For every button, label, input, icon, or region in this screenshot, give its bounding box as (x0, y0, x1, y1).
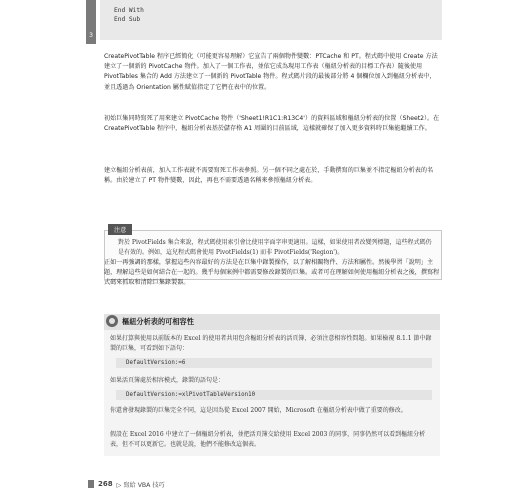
note-body: 對於 PivotFields 集合來說，程式碼使用索引會比使用字面字串更適用。這樣，如果使用者改變列標題，這些程式碼仍是有效的。例如，這兒程式碼會使用 PivotFields(1) 而非 PivotFields('Region')。 (118, 239, 432, 256)
footer-bar (88, 480, 94, 488)
book-title: ▷ 寫給 VBA 技巧 (116, 481, 165, 489)
info-icon (106, 315, 118, 327)
chapter-tab (86, 0, 96, 44)
tip-text-4: 假設在 Excel 2016 中建立了一個樞紐分析表，並把活頁簿交給使用 Excel 2003 的同事，同事仍然可以看到樞紐分析表，但不可以更新它。也就是說，他們不能修改這個表。 (110, 431, 426, 448)
tip-text-2: 如果活頁簿處於相容模式，錄製的語句是： (110, 377, 225, 384)
paragraph-3: 建立樞紐分析表前，加入工作表就不需要寫死工作表參照。另一個不同之處在於，手動撰寫的巨集並不指定樞紐分析表的名稱。由於建立了 PT 物件變數，因此，再也不需要透過名稱來參照樞紐分析表。 (104, 167, 434, 185)
code-lines (114, 6, 442, 24)
chapter-number: 3 (89, 32, 93, 39)
paragraph-1: CreatePivotTable 程序已經簡化（可能更容易理解）它宣告了兩個物件變數：PTCache 和 PT。程式碼中使用 Create 方法建立了一個新的 PivotCache 物件。加入了一個工作表，並依它成為現用工作表（樞紐分析表的目標工作表）隨後使用 PivotTables 集合的 Add 方法建立了一個新的 PivotTable 物件。程式碼片段的最後部分將 4 個欄位加入到樞紐分析表中，並且透過為 Orientation 屬性賦值指定了它們在表中的位置。 (104, 53, 438, 91)
tip-title: 樞紐分析表的可相容性 (122, 317, 194, 326)
tip-text-3: 你還會發現錄製的巨集完全不同，這是因為從 Excel 2007 開始，Microsoft 在樞紐分析表中做了重要的修改。 (110, 407, 407, 414)
page-footer (88, 478, 165, 490)
code-line-1: End With (114, 7, 144, 14)
tip-text-1: 如果打算與使用以前版本的 Excel 的使用者共用包含樞紐分析表的活頁簿，必須注意相容性問題。如果檢視 8.1.1 節中錄製的巨集，可看到如下語句： (110, 335, 432, 352)
tip-code-1: DefaultVersion:=6 (116, 358, 432, 368)
paragraph-4: 正如一再強調的那樣，掌握這些內容最好的方法是在巨集中錄製操作，以了解相關物件、方法和屬性。然後學習「說明」主題，理解這些是如何結合在一起的。幾乎每個案例中都需要修改錄製的巨集。或者可在理解如何使用樞紐分析表之後，撰寫程式碼來抓取和清除巨集錄製器。 (104, 259, 440, 287)
paragraph-2: 初始巨集同時寫死了用來建立 PivotCache 物件（'Sheet1!R1C1:R13C4'）的資料區域和樞紐分析表的位置（Sheet2）。在 CreatePivotTable 程序中，樞紐分析表基於儲存格 A1 周圍的目前區域，這樣就確保了加入更多資料時巨集能繼續工作。 (104, 115, 440, 133)
code-line-2: End Sub (114, 16, 141, 23)
code-block-top (100, 0, 442, 40)
page-number: 268 (98, 480, 113, 488)
note-label: 注意 (108, 224, 132, 235)
tip-code-2: DefaultVersion:=xlPivotTableVersion10 (116, 390, 432, 400)
